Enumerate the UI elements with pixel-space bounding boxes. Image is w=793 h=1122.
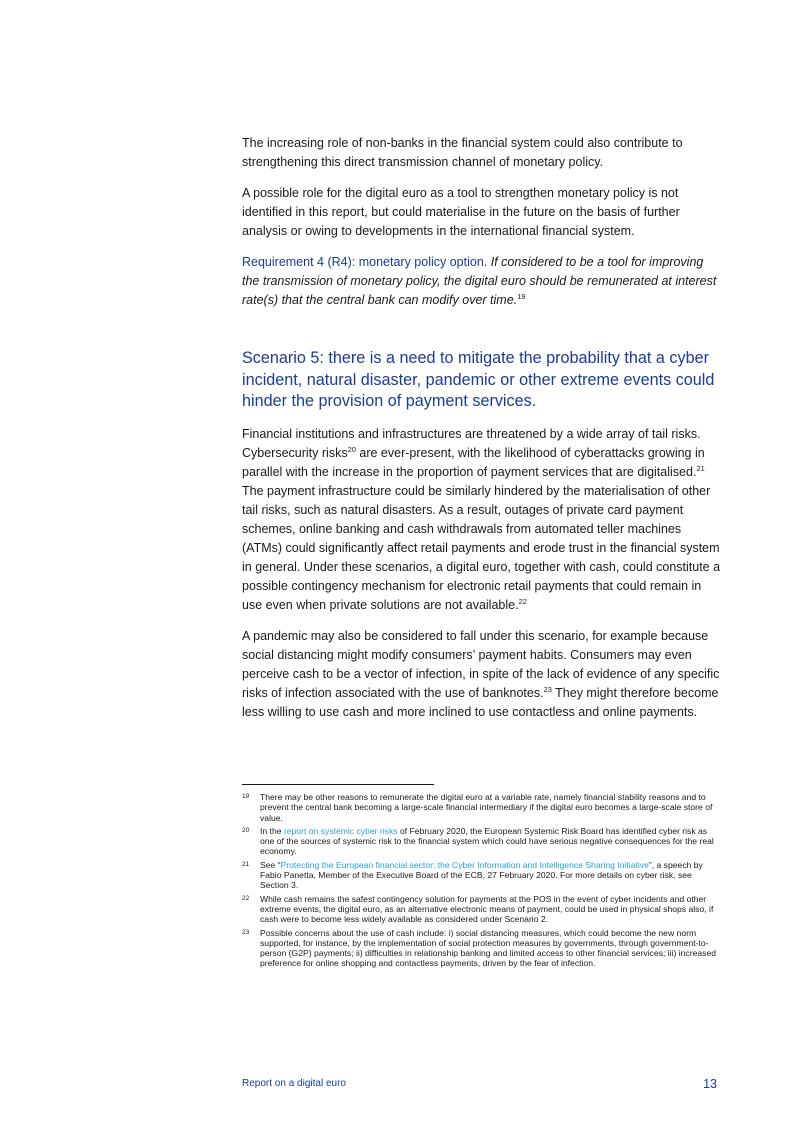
footnote-ref-20[interactable]: 20 <box>347 444 356 454</box>
footnote-text-post: of February 2020, the European Systemic Risk Board has identified cyber risk as one of the sources of systemic risk to the financial system which could have serious negative consequences for the real economy. <box>260 825 714 857</box>
paragraph-nonbanks: The increasing role of non-banks in the financial system could also contribute to strengthening this direct transmission channel of monetary policy. <box>242 136 683 169</box>
footnote-20 <box>242 826 722 857</box>
footnotes <box>242 792 722 972</box>
footnote-text-post: ”, a speech by Fabio Panetta, Member of the Executive Board of the ECB, 27 February 2020. For more details on cyber risk, see Section 3. <box>260 859 703 891</box>
footnote-text <box>260 860 722 891</box>
footnote-divider <box>242 784 434 785</box>
main-text-column <box>242 134 722 734</box>
footnote-number: 22 <box>242 894 250 902</box>
paragraph-monetary-policy-role: A possible role for the digital euro as a tool to strengthen monetary policy is not identified in this report, but could materialise in the future on the basis of further analysis or owing to developments in the international financial system. <box>242 186 680 238</box>
footnote-ref-22[interactable]: 22 <box>518 596 527 606</box>
link-cyber-information-sharing-speech[interactable]: Protecting the European financial sector: the Cyber Information and Intelligence Sharing Initiative <box>280 859 649 870</box>
page-number: 13 <box>703 1077 717 1091</box>
footnote-ref-21[interactable]: 21 <box>696 463 705 473</box>
footnote-23 <box>242 928 722 969</box>
requirement-4-label: Requirement 4 (R4): monetary policy option. <box>242 255 488 269</box>
footnote-text: There may be other reasons to remunerate the digital euro at a variable rate, namely financial stability reasons and to prevent the central bank becoming a large-scale financial intermediary if the digital euro becomes a large-scale store of value. <box>260 792 713 823</box>
footnote-ref-23[interactable]: 23 <box>543 684 552 694</box>
paragraph-tail-risks-part-1: Financial institutions and infrastructures are threatened by a wide array of tail risks. Cybersecurity risks <box>242 426 701 460</box>
footnote-ref-19[interactable]: 19 <box>517 291 526 301</box>
paragraph-tail-risks-part-3: The payment infrastructure could be similarly hindered by the materialisation of other tail risks, such as natural disasters. As a result, outages of private card payment schemes, online banking and cash withdrawals from automated teller machines (ATMs) could significantly affect retail payments and erode trust in the financial system in general. Under these scenarios, a digital euro, together with cash, could constitute a possible contingency mechanism for electronic retail payments that could remain in use even when private solutions are not available. <box>242 483 721 612</box>
paragraph-pandemic-part-1: A pandemic may also be considered to fall under this scenario, for example because social distancing might modify consumers’ payment habits. Consumers may even perceive cash to be a vector of infection, in spite of the lack of evidence of any specific risks of infection associated with the use of banknotes. <box>242 628 720 700</box>
paragraph-tail-risks <box>242 425 722 615</box>
footer-document-title: Report on a digital euro <box>242 1078 346 1089</box>
paragraph-tail-risks-part-2: are ever-present, with the likelihood of cyberattacks growing in parallel with the increase in the proportion of payment services that are digitalised. <box>242 445 705 479</box>
footnote-number: 20 <box>242 826 250 834</box>
link-systemic-cyber-risks-report[interactable]: report on systemic cyber risks <box>283 825 398 836</box>
footnote-number: 23 <box>242 928 250 936</box>
footnote-19 <box>242 792 722 823</box>
footnote-text-pre: See “ <box>260 859 281 870</box>
footnote-text <box>260 826 722 857</box>
footnote-22 <box>242 894 722 925</box>
requirement-4 <box>242 253 722 310</box>
footnote-21 <box>242 860 722 891</box>
footnote-number: 19 <box>242 793 250 800</box>
scenario-5-heading: Scenario 5: there is a need to mitigate the probability that a cyber incident, natural disaster, pandemic or other extreme events could hinder the provision of payment services. <box>242 349 715 410</box>
footnote-text: While cash remains the safest contingency solution for payments at the POS in the event of cyber incidents and other extreme events, the digital euro, as an alternative electronic means of payment, could be used in physical shops also, if cash were to become less widely available as considered under Scenario 2. <box>260 893 714 925</box>
footnote-text-pre: In the <box>260 825 284 836</box>
footnote-text: Possible concerns about the use of cash include: i) social distancing measures, which could become the new norm supported, for instance, by the implementation of social protection measures by governments, through government-to-person (G2P) payments; ii) difficulties in relationship banking and limited access to other financial services; iii) increased preference for online shopping and contactless payments, driven by the fear of infection. <box>260 927 717 969</box>
footnote-number: 21 <box>242 860 250 868</box>
requirement-4-text: If considered to be a tool for improving the transmission of monetary policy, the digital euro should be remunerated at interest rate(s) that the central bank can modify over time. <box>242 255 717 307</box>
paragraph-pandemic-part-2: They might therefore become less willing to use cash and more inclined to use contactless and online payments. <box>242 685 719 719</box>
paragraph-pandemic <box>242 627 722 722</box>
